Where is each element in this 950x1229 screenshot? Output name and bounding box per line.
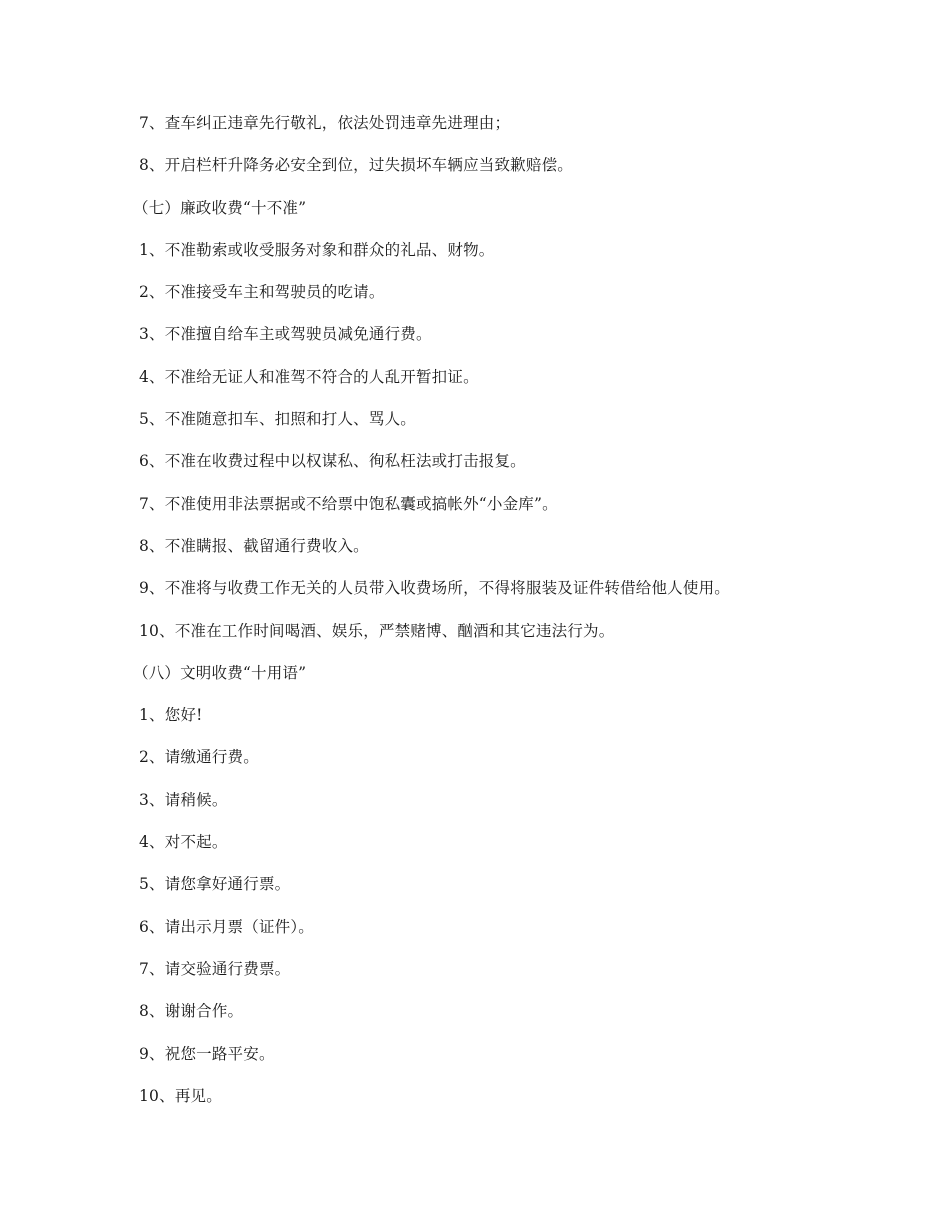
- integrity-rule-item: 5、不准随意扣车、扣照和打人、骂人。: [139, 410, 416, 429]
- section-heading-integrity-rules: （七）廉政收费“十不准”: [133, 198, 307, 217]
- courtesy-phrase-item: 8、谢谢合作。: [139, 1002, 244, 1021]
- document-body: [133, 112, 839, 1127]
- section-heading-courtesy-phrases: （八）文明收费“十用语”: [133, 663, 307, 682]
- integrity-rule-item: 6、不准在收费过程中以权谋私、徇私枉法或打击报复。: [139, 452, 526, 471]
- integrity-rule-item: 9、不准将与收费工作无关的人员带入收费场所，不得将服装及证件转借给他人使用。: [139, 579, 730, 598]
- integrity-rule-item: 7、不准使用非法票据或不给票中饱私囊或搞帐外“小金库”。: [139, 494, 558, 513]
- integrity-rule-item: 1、不准勒索或收受服务对象和群众的礼品、财物。: [139, 240, 495, 259]
- courtesy-phrase-item: 3、请稍候。: [139, 790, 228, 809]
- courtesy-phrase-item: 2、请缴通行费。: [139, 748, 259, 767]
- courtesy-phrase-item: 10、再见。: [139, 1086, 222, 1105]
- integrity-rule-item: 10、不准在工作时间喝酒、娱乐，严禁赌博、酗酒和其它违法行为。: [139, 621, 615, 640]
- paragraph-item-7: 7、查车纠正违章先行敬礼，依法处罚违章先进理由；: [139, 114, 511, 132]
- paragraph-item-8: 8、开启栏杆升降务必安全到位，过失损坏车辆应当致歉赔偿。: [139, 156, 573, 175]
- courtesy-phrase-item: 1、您好!: [139, 706, 203, 725]
- integrity-rule-item: 3、不准擅自给车主或驾驶员减免通行费。: [139, 325, 432, 344]
- courtesy-phrase-item: 4、对不起。: [139, 833, 228, 852]
- integrity-rule-item: 8、不准瞒报、截留通行费收入。: [139, 536, 369, 555]
- courtesy-phrase-item: 9、祝您一路平安。: [139, 1044, 275, 1063]
- integrity-rule-item: 2、不准接受车主和驾驶员的吃请。: [139, 283, 385, 302]
- courtesy-phrase-item: 5、请您拿好通行票。: [139, 875, 291, 894]
- courtesy-phrase-item: 6、请出示月票（证件）。: [139, 917, 315, 936]
- courtesy-phrase-item: 7、请交验通行费票。: [139, 959, 291, 978]
- integrity-rule-item: 4、不准给无证人和准驾不符合的人乱开暂扣证。: [139, 367, 479, 386]
